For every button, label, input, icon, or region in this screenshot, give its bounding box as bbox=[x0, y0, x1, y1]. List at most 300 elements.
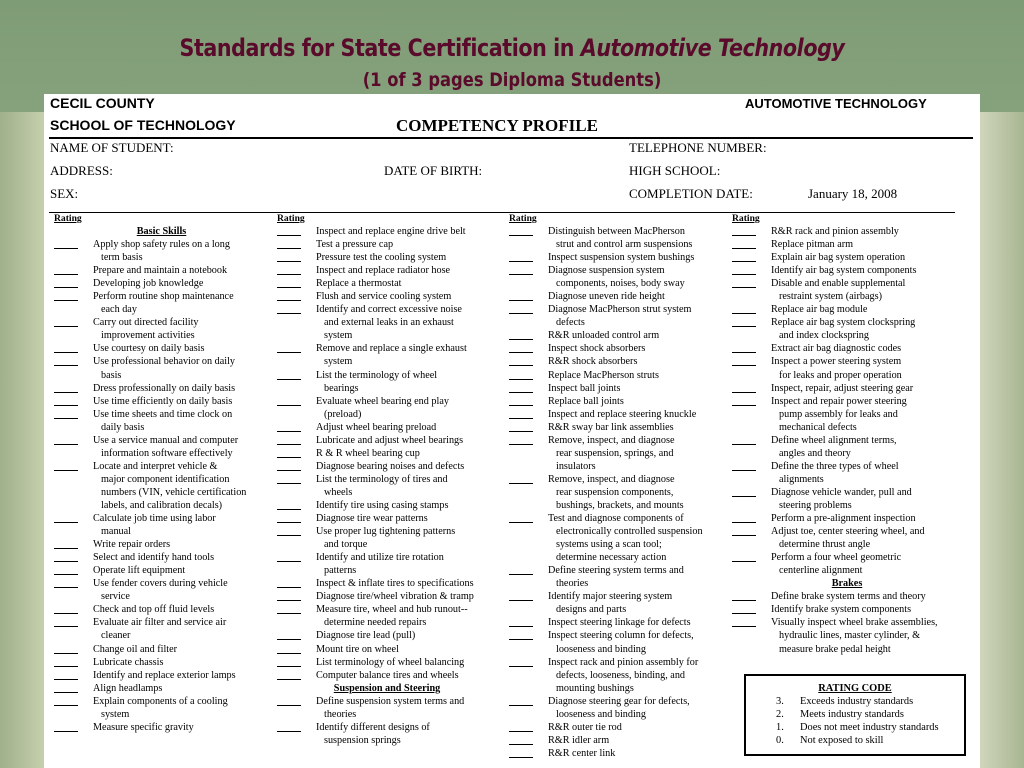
competency-line: R&R unloaded control arm bbox=[548, 330, 660, 342]
competency-continuation: centerline alignment bbox=[779, 565, 863, 577]
rating-blank[interactable] bbox=[732, 277, 756, 303]
competency-text bbox=[771, 616, 938, 655]
competency-text bbox=[771, 512, 916, 525]
competency-continuation: daily basis bbox=[101, 421, 145, 433]
checklist-item bbox=[732, 225, 962, 238]
rating-blank[interactable] bbox=[277, 434, 301, 447]
competency-text bbox=[548, 290, 665, 303]
dob-label: DATE OF BIRTH: bbox=[384, 163, 483, 178]
header-rule bbox=[49, 137, 973, 139]
competency-line: Diagnose vehicle wander, pull and bbox=[771, 486, 912, 498]
competency-text bbox=[93, 512, 216, 538]
competency-line: Write repair orders bbox=[93, 539, 171, 551]
checklist-item bbox=[277, 290, 497, 303]
checklist-item bbox=[732, 342, 962, 355]
rating-blank[interactable] bbox=[277, 421, 301, 434]
competency-continuation: major component identification bbox=[101, 473, 230, 485]
checklist-item bbox=[54, 682, 269, 695]
rating-blank[interactable] bbox=[277, 721, 301, 747]
rating-blank[interactable] bbox=[509, 564, 533, 590]
competency-text bbox=[93, 577, 228, 603]
competency-continuation: determine necessary action bbox=[556, 552, 667, 564]
competency-text bbox=[316, 603, 468, 629]
rating-blank[interactable] bbox=[732, 603, 756, 616]
rating-blank[interactable] bbox=[54, 290, 78, 316]
checklist-item bbox=[277, 447, 497, 460]
rating-code-row bbox=[746, 721, 964, 734]
rating-blank[interactable] bbox=[509, 369, 533, 382]
competency-line: Use time efficiently on daily basis bbox=[93, 395, 233, 407]
rating-blank[interactable] bbox=[277, 656, 301, 669]
checklist-item bbox=[277, 603, 497, 629]
slide-subtitle: (1 of 3 pages Diploma Students) bbox=[362, 69, 662, 91]
rating-blank[interactable] bbox=[54, 512, 78, 538]
rating-blank[interactable] bbox=[277, 629, 301, 642]
checklist-item bbox=[277, 590, 497, 603]
rating-blank[interactable] bbox=[277, 238, 301, 251]
competency-profile-document bbox=[44, 94, 980, 768]
checklist-item bbox=[277, 499, 497, 512]
rating-blank[interactable] bbox=[509, 355, 533, 368]
rating-blank[interactable] bbox=[54, 342, 78, 355]
rating-code-text: Exceeds industry standards bbox=[800, 696, 914, 707]
competency-continuation: restraint system (airbags) bbox=[779, 291, 882, 303]
rating-blank[interactable] bbox=[509, 734, 533, 747]
rating-blank[interactable] bbox=[54, 669, 78, 682]
rating-blank[interactable] bbox=[277, 551, 301, 577]
rating-blank[interactable] bbox=[54, 616, 78, 642]
rating-blank[interactable] bbox=[509, 473, 533, 512]
checklist-item bbox=[54, 238, 269, 264]
checklist-item bbox=[277, 473, 497, 499]
rating-blank[interactable] bbox=[732, 512, 756, 525]
rating-blank[interactable] bbox=[277, 447, 301, 460]
competency-line: Lubricate chassis bbox=[93, 656, 164, 668]
column-basic-skills bbox=[54, 212, 269, 734]
rating-blank[interactable] bbox=[277, 695, 301, 721]
rating-code-text: Does not meet industry standards bbox=[800, 722, 939, 733]
rating-blank[interactable] bbox=[732, 355, 756, 381]
rating-blank[interactable] bbox=[277, 590, 301, 603]
phone-label: TELEPHONE NUMBER: bbox=[629, 140, 767, 155]
rating-blank[interactable] bbox=[732, 616, 756, 655]
rating-blank[interactable] bbox=[509, 421, 533, 434]
rating-blank[interactable] bbox=[509, 251, 533, 264]
rating-blank[interactable] bbox=[732, 303, 756, 316]
rating-blank[interactable] bbox=[509, 721, 533, 734]
rating-blank[interactable] bbox=[277, 264, 301, 277]
competency-text bbox=[93, 551, 214, 564]
rating-blank[interactable] bbox=[277, 499, 301, 512]
checklist-item bbox=[277, 421, 497, 434]
rating-blank[interactable] bbox=[54, 382, 78, 395]
rating-blank[interactable] bbox=[732, 460, 756, 486]
rating-blank[interactable] bbox=[277, 643, 301, 656]
checklist-item bbox=[277, 551, 497, 577]
competency-text bbox=[771, 434, 897, 460]
competency-text bbox=[93, 316, 199, 342]
rating-blank[interactable] bbox=[509, 303, 533, 329]
checklist-item bbox=[509, 512, 729, 564]
competency-line: Inspect steering column for defects, bbox=[548, 630, 694, 642]
checklist-item bbox=[54, 460, 269, 512]
competency-line: Diagnose tire wear patterns bbox=[316, 513, 428, 525]
competency-line: Explain air bag system operation bbox=[771, 252, 906, 264]
competency-text bbox=[548, 695, 690, 721]
competency-line: Define steering system terms and bbox=[548, 565, 684, 577]
checklist-item bbox=[54, 695, 269, 721]
competency-line: Visually inspect wheel brake assemblies, bbox=[771, 617, 938, 629]
checklist-item bbox=[277, 460, 497, 473]
competency-line: Measure specific gravity bbox=[93, 721, 194, 733]
rating-blank[interactable] bbox=[277, 460, 301, 473]
competency-line: Inspect and replace steering knuckle bbox=[548, 408, 697, 420]
rating-blank[interactable] bbox=[54, 551, 78, 564]
competency-continuation: bearings bbox=[324, 382, 359, 394]
checklist-item bbox=[732, 525, 962, 551]
competency-line: Inspect & inflate tires to specifications bbox=[316, 578, 474, 590]
checklist-item bbox=[509, 382, 729, 395]
rating-blank[interactable] bbox=[509, 395, 533, 408]
checklist-item bbox=[54, 355, 269, 381]
rating-blank[interactable] bbox=[509, 225, 533, 251]
rating-blank[interactable] bbox=[277, 342, 301, 368]
competency-continuation: designs and parts bbox=[556, 604, 627, 616]
competency-text bbox=[93, 669, 236, 682]
competency-line: Replace pitman arm bbox=[771, 239, 854, 251]
checklist-item bbox=[732, 251, 962, 264]
checklist-item bbox=[277, 695, 497, 721]
competency-line: Replace ball joints bbox=[548, 395, 624, 407]
competency-line: Identify tire using casing stamps bbox=[316, 499, 449, 511]
competency-text bbox=[93, 460, 246, 512]
rating-blank[interactable] bbox=[277, 473, 301, 499]
rating-blank[interactable] bbox=[732, 590, 756, 603]
rating-blank[interactable] bbox=[277, 369, 301, 395]
competency-text bbox=[548, 629, 694, 655]
competency-continuation: mechanical defects bbox=[779, 421, 857, 433]
rating-blank[interactable] bbox=[54, 434, 78, 460]
checklist-item bbox=[509, 590, 729, 616]
rating-code-text: Not exposed to skill bbox=[800, 735, 884, 746]
section-heading: Brakes bbox=[831, 578, 863, 590]
competency-continuation: theories bbox=[556, 578, 589, 590]
rating-blank[interactable] bbox=[277, 603, 301, 629]
competency-continuation: information software effectively bbox=[101, 447, 233, 459]
competency-line: Prepare and maintain a notebook bbox=[93, 265, 228, 277]
competency-text bbox=[548, 747, 615, 760]
competency-text bbox=[548, 369, 659, 382]
checklist-item bbox=[509, 342, 729, 355]
competency-line: Perform a four wheel geometric bbox=[771, 552, 902, 564]
competency-text bbox=[93, 643, 177, 656]
checklist-item bbox=[732, 590, 962, 603]
column-3 bbox=[509, 212, 729, 760]
checklist-item bbox=[732, 551, 962, 577]
rating-blank[interactable] bbox=[509, 590, 533, 616]
competency-text bbox=[316, 369, 437, 395]
competency-text bbox=[771, 460, 899, 486]
competency-text bbox=[548, 342, 645, 355]
rating-blank[interactable] bbox=[277, 290, 301, 303]
competency-line: R&R idler arm bbox=[548, 734, 610, 746]
competency-line: Identify different designs of bbox=[316, 721, 430, 733]
competency-text bbox=[316, 695, 464, 721]
competency-continuation: mounting bushings bbox=[556, 682, 634, 694]
rating-blank[interactable] bbox=[54, 643, 78, 656]
rating-blank[interactable] bbox=[277, 525, 301, 551]
competency-line: Replace MacPherson struts bbox=[548, 369, 659, 381]
checklist-item bbox=[732, 303, 962, 316]
rating-blank[interactable] bbox=[732, 264, 756, 277]
rating-blank[interactable] bbox=[277, 577, 301, 590]
rating-blank[interactable] bbox=[54, 408, 78, 434]
rating-blank[interactable] bbox=[509, 656, 533, 695]
competency-text bbox=[93, 695, 228, 721]
rating-blank[interactable] bbox=[54, 695, 78, 721]
rating-blank[interactable] bbox=[732, 382, 756, 395]
competency-text bbox=[548, 395, 624, 408]
rating-blank[interactable] bbox=[509, 512, 533, 564]
rating-blank[interactable] bbox=[732, 551, 756, 577]
rating-blank[interactable] bbox=[277, 669, 301, 682]
competency-text bbox=[93, 434, 238, 460]
competency-text bbox=[548, 382, 620, 395]
rating-blank[interactable] bbox=[732, 525, 756, 551]
competency-text bbox=[316, 342, 467, 368]
competency-line: List terminology of wheel balancing bbox=[316, 656, 465, 668]
competency-continuation: bushings, brackets, and mounts bbox=[556, 499, 684, 511]
competency-text bbox=[93, 395, 232, 408]
competency-line: Diagnose MacPherson strut system bbox=[548, 304, 692, 316]
checklist-item bbox=[509, 369, 729, 382]
checklist-item bbox=[277, 577, 497, 590]
checklist-item bbox=[54, 277, 269, 290]
rating-code-number: 3. bbox=[776, 696, 784, 707]
rating-blank[interactable] bbox=[509, 408, 533, 421]
checklist-item bbox=[732, 486, 962, 512]
competency-line: Identify brake system components bbox=[771, 604, 912, 616]
checklist-item bbox=[54, 643, 269, 656]
competency-text bbox=[771, 225, 899, 238]
rating-blank[interactable] bbox=[277, 225, 301, 238]
rating-blank[interactable] bbox=[509, 342, 533, 355]
name-label: NAME OF STUDENT: bbox=[50, 140, 174, 155]
competency-text bbox=[316, 290, 451, 303]
rating-blank[interactable] bbox=[54, 395, 78, 408]
checklist-item bbox=[509, 434, 729, 473]
competency-continuation: (preload) bbox=[324, 408, 362, 420]
competency-line: Calculate job time using labor bbox=[93, 513, 216, 525]
competency-text bbox=[548, 421, 674, 434]
rating-blank[interactable] bbox=[54, 355, 78, 381]
rating-blank[interactable] bbox=[277, 303, 301, 342]
rating-blank[interactable] bbox=[732, 342, 756, 355]
competency-text bbox=[548, 303, 691, 329]
column-2 bbox=[277, 212, 497, 747]
checklist-item bbox=[54, 342, 269, 355]
competency-continuation: term basis bbox=[101, 252, 143, 264]
checklist-item bbox=[732, 238, 962, 251]
slide-title-italic: Automotive Technology bbox=[580, 34, 845, 62]
competency-line: Replace air bag system clockspring bbox=[771, 317, 916, 329]
rating-blank[interactable] bbox=[54, 603, 78, 616]
competency-continuation: hydraulic lines, master cylinder, & bbox=[779, 630, 921, 642]
competency-text bbox=[771, 590, 926, 603]
rating-blank[interactable] bbox=[54, 316, 78, 342]
rating-blank[interactable] bbox=[732, 486, 756, 512]
checklist-item bbox=[54, 264, 269, 277]
competency-line: Adjust wheel bearing preload bbox=[316, 421, 437, 433]
rating-blank[interactable] bbox=[54, 721, 78, 734]
rating-blank[interactable] bbox=[54, 460, 78, 512]
checklist-item bbox=[54, 616, 269, 642]
checklist-item bbox=[277, 342, 497, 368]
rating-blank[interactable] bbox=[277, 251, 301, 264]
competency-line: Identify major steering system bbox=[548, 591, 673, 603]
checklist-item bbox=[732, 316, 962, 342]
checklist-item bbox=[732, 616, 962, 655]
competency-line: Inspect suspension system bushings bbox=[548, 252, 695, 264]
competency-text bbox=[316, 629, 415, 642]
competency-text bbox=[93, 355, 235, 381]
rating-blank[interactable] bbox=[732, 316, 756, 342]
competency-continuation: looseness and binding bbox=[556, 708, 646, 720]
competency-text bbox=[316, 395, 449, 421]
rating-blank[interactable] bbox=[509, 434, 533, 473]
competency-text bbox=[548, 564, 684, 590]
competency-line: Computer balance tires and wheels bbox=[316, 669, 459, 681]
competency-text bbox=[93, 603, 214, 616]
rating-blank[interactable] bbox=[732, 225, 756, 238]
competency-line: Inspect and replace engine drive belt bbox=[316, 226, 466, 237]
competency-continuation: looseness and binding bbox=[556, 643, 646, 655]
highschool-label: HIGH SCHOOL: bbox=[629, 163, 721, 178]
rating-blank[interactable] bbox=[54, 238, 78, 264]
competency-continuation: and index clockspring bbox=[779, 330, 869, 342]
competency-text bbox=[316, 447, 420, 460]
competency-continuation: labels, and calibration decals) bbox=[101, 499, 223, 511]
competency-continuation: measure brake pedal height bbox=[779, 643, 891, 655]
rating-blank[interactable] bbox=[509, 329, 533, 342]
rating-blank[interactable] bbox=[732, 238, 756, 251]
checklist-item bbox=[277, 395, 497, 421]
rating-blank[interactable] bbox=[54, 577, 78, 603]
rating-blank[interactable] bbox=[509, 629, 533, 655]
competency-continuation: and external leaks in an exhaust bbox=[324, 317, 454, 329]
rating-blank[interactable] bbox=[277, 512, 301, 525]
rating-blank[interactable] bbox=[509, 695, 533, 721]
competency-text bbox=[548, 656, 698, 695]
rating-code-number: 2. bbox=[776, 709, 784, 720]
competency-line: R&R rack and pinion assembly bbox=[771, 226, 899, 237]
competency-text bbox=[93, 538, 170, 551]
slide-title-plain: Standards for State Certification in bbox=[179, 34, 581, 62]
competency-text bbox=[316, 264, 450, 277]
competency-text bbox=[316, 303, 462, 342]
competency-text bbox=[316, 434, 463, 447]
checklist-item bbox=[54, 603, 269, 616]
rating-blank[interactable] bbox=[54, 264, 78, 277]
checklist-item bbox=[54, 395, 269, 408]
competency-line: Inspect ball joints bbox=[548, 382, 621, 394]
checklist-item bbox=[277, 669, 497, 682]
rating-blank[interactable] bbox=[732, 434, 756, 460]
competency-line: R & R wheel bearing cup bbox=[316, 447, 420, 459]
rating-blank[interactable] bbox=[54, 656, 78, 669]
rating-blank[interactable] bbox=[277, 277, 301, 290]
rating-blank[interactable] bbox=[54, 564, 78, 577]
rating-blank[interactable] bbox=[277, 395, 301, 421]
competency-text bbox=[316, 525, 455, 551]
checklist-item bbox=[509, 721, 729, 734]
rating-blank[interactable] bbox=[509, 264, 533, 290]
checklist-item bbox=[277, 721, 497, 747]
checklist-item bbox=[509, 303, 729, 329]
competency-continuation: system bbox=[324, 356, 353, 368]
competency-line: Diagnose bearing noises and defects bbox=[316, 460, 465, 472]
checklist-item bbox=[54, 551, 269, 564]
checklist-item bbox=[54, 316, 269, 342]
competency-line: Developing job knowledge bbox=[93, 278, 204, 290]
rating-blank[interactable] bbox=[509, 747, 533, 760]
rating-blank[interactable] bbox=[509, 290, 533, 303]
checklist-item bbox=[732, 434, 962, 460]
competency-text bbox=[316, 460, 464, 473]
competency-line: Apply shop safety rules on a long bbox=[93, 239, 230, 251]
checklist-item bbox=[277, 303, 497, 342]
competency-line: R&R outer tie rod bbox=[548, 721, 622, 733]
competency-text bbox=[548, 721, 622, 734]
competency-line: Explain components of a cooling bbox=[93, 695, 228, 707]
competency-text bbox=[316, 512, 428, 525]
rating-blank[interactable] bbox=[732, 251, 756, 264]
competency-text bbox=[93, 656, 163, 669]
competency-continuation: wheels bbox=[324, 486, 353, 498]
competency-line: Replace air bag module bbox=[771, 304, 868, 316]
checklist-item bbox=[54, 290, 269, 316]
competency-line: Carry out directed facility bbox=[93, 317, 199, 329]
slide-title bbox=[72, 34, 953, 62]
competency-line: Operate lift equipment bbox=[93, 565, 186, 577]
rating-blank[interactable] bbox=[509, 616, 533, 629]
rating-blank[interactable] bbox=[54, 277, 78, 290]
checklist-item bbox=[732, 603, 962, 616]
competency-text bbox=[771, 238, 853, 251]
competency-text bbox=[93, 238, 230, 264]
competency-line: R&R sway bar link assemblies bbox=[548, 421, 674, 433]
competency-line: Evaluate air filter and service air bbox=[93, 617, 227, 629]
checklist-item bbox=[54, 382, 269, 395]
rating-blank[interactable] bbox=[54, 682, 78, 695]
rating-code-box bbox=[744, 674, 966, 756]
competency-continuation: patterns bbox=[324, 565, 357, 577]
checklist-item bbox=[277, 434, 497, 447]
competency-line: Pressure test the cooling system bbox=[316, 252, 447, 264]
competency-text bbox=[93, 290, 234, 316]
competency-line: Use courtesy on daily basis bbox=[93, 343, 205, 355]
checklist-item bbox=[509, 616, 729, 629]
rating-code-row bbox=[746, 695, 964, 708]
rating-blank[interactable] bbox=[732, 395, 756, 434]
competency-text bbox=[771, 277, 905, 303]
rating-code-number: 0. bbox=[776, 735, 784, 746]
rating-blank[interactable] bbox=[509, 382, 533, 395]
checklist-item bbox=[277, 264, 497, 277]
rating-blank[interactable] bbox=[54, 538, 78, 551]
competency-line: Change oil and filter bbox=[93, 643, 178, 655]
school-line-1: CECIL COUNTY bbox=[50, 95, 155, 111]
